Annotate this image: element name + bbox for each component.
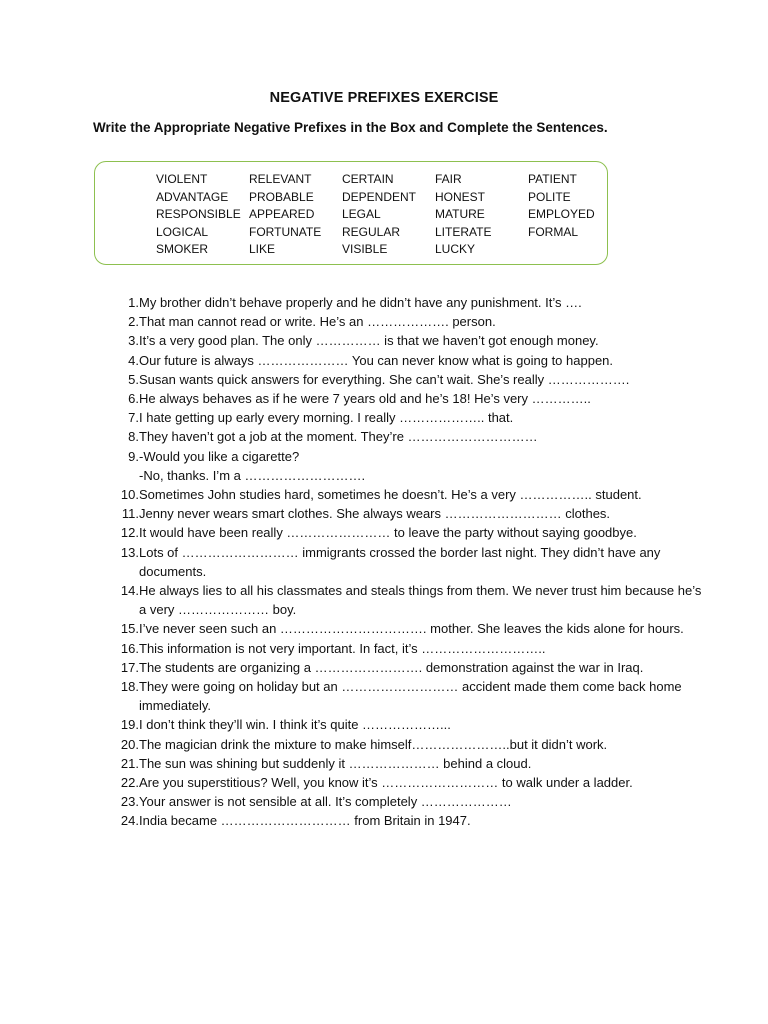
question-number: 5. <box>128 371 139 387</box>
question-item <box>110 639 710 658</box>
question-item <box>110 658 710 677</box>
question-text: He always behaves as if he were 7 years old and he’s 18! He’s very ………….. <box>139 391 591 407</box>
question-number-cell <box>110 792 139 811</box>
question-text: It’s a very good plan. The only …………… is that we haven’t got enough money. <box>139 333 599 349</box>
word-item: PROBABLE <box>249 189 314 204</box>
question-number: 14. <box>120 583 139 599</box>
word-item: LOGICAL <box>156 224 209 239</box>
question-item <box>110 427 710 446</box>
question-item <box>110 504 710 523</box>
question-item <box>110 485 710 504</box>
question-item <box>110 351 710 370</box>
word-item <box>528 242 621 260</box>
question-item <box>110 792 710 811</box>
question-number: 18. <box>120 679 139 695</box>
question-number-cell <box>110 715 139 734</box>
question-text: Susan wants quick answers for everything. She can’t wait. She’s really ………………. <box>139 371 630 387</box>
question-text: I’ve never seen such an ……………………………. mother. She leaves the kids alone for hours. <box>139 621 684 637</box>
word-grid <box>156 172 621 260</box>
word-item: LEGAL <box>342 207 381 221</box>
question-item <box>110 543 710 581</box>
question-number-cell <box>110 312 139 331</box>
word-item: LUCKY <box>435 242 476 256</box>
question-item <box>110 811 710 830</box>
page-title: NEGATIVE PREFIXES EXERCISE <box>269 90 499 106</box>
question-number-cell <box>110 543 139 562</box>
question-number-cell <box>110 331 139 350</box>
question-number: 20. <box>120 736 139 752</box>
question-item <box>110 735 710 754</box>
question-text: They haven’t got a job at the moment. They’re ………………………… <box>139 429 538 445</box>
question-text: Jenny never wears smart clothes. She always wears ……………………… clothes. <box>139 506 611 522</box>
question-item <box>110 523 710 542</box>
question-list <box>110 293 710 831</box>
question-number: 21. <box>120 755 139 771</box>
question-text: My brother didn’t behave properly and he didn’t have any punishment. It’s …. <box>139 295 582 310</box>
question-number-cell <box>110 754 139 773</box>
question-text: That man cannot read or write. He’s an ………………. person. <box>139 314 496 330</box>
question-number-cell <box>110 293 139 312</box>
question-number-cell <box>110 351 139 370</box>
question-number: 23. <box>120 794 139 810</box>
question-number-cell <box>110 735 139 754</box>
question-text: This information is not very important. In fact, it’s ……………………….. <box>139 640 546 656</box>
question-text: I don’t think they’ll win. I think it’s quite ………………... <box>139 717 451 733</box>
word-item: PATIENT <box>528 172 577 186</box>
question-item <box>110 677 710 715</box>
word-item: SMOKER <box>156 242 209 256</box>
instruction-text: Write the Appropriate Negative Prefixes in the Box and Complete the Sentences. <box>93 120 608 135</box>
question-text: They were going on holiday but an ……………………… accident made them come back home immediately. <box>139 679 682 714</box>
word-item: RELEVANT <box>249 172 312 186</box>
question-text: Sometimes John studies hard, sometimes he doesn’t. He’s a very …………….. student. <box>139 487 642 503</box>
question-text: Our future is always ………………… You can never know what is going to happen. <box>139 352 614 368</box>
word-item: EMPLOYED <box>528 207 595 221</box>
question-number-cell <box>110 619 139 638</box>
question-number: 2. <box>128 314 139 330</box>
word-item: REGULAR <box>342 224 401 239</box>
question-item <box>110 447 710 485</box>
question-number: 1. <box>128 295 139 310</box>
question-item <box>110 754 710 773</box>
question-number: 16. <box>120 640 139 656</box>
question-number: 19. <box>120 717 139 733</box>
question-number-cell <box>110 581 139 600</box>
question-number-cell <box>110 389 139 408</box>
word-box <box>94 161 608 265</box>
question-number-cell <box>110 504 139 523</box>
question-number: 24. <box>120 813 139 829</box>
question-number: 17. <box>120 659 139 675</box>
question-number: 10. <box>120 487 139 503</box>
word-item: APPEARED <box>249 207 315 221</box>
question-number: 6. <box>128 391 139 407</box>
question-number: 22. <box>120 775 139 791</box>
question-text: -Would you like a cigarette? -No, thanks. I’m a ………………………. <box>139 448 366 483</box>
word-item: CERTAIN <box>342 172 394 186</box>
question-text: It would have been really …………………… to leave the party without saying goodbye. <box>139 525 637 541</box>
question-item <box>110 581 710 619</box>
question-item <box>110 370 710 389</box>
question-item <box>110 331 710 350</box>
question-item <box>110 715 710 734</box>
question-text: Lots of ……………………… immigrants crossed the border last night. They didn’t have any documents. <box>139 544 661 579</box>
word-item: DEPENDENT <box>342 189 417 204</box>
question-item <box>110 773 710 792</box>
question-number: 9. <box>128 448 139 464</box>
question-number-cell <box>110 677 139 696</box>
question-text: Are you superstitious? Well, you know it’s ……………………… to walk under a ladder. <box>139 775 633 791</box>
question-number: 15. <box>120 621 139 637</box>
question-number: 12. <box>120 525 139 541</box>
question-number-cell <box>110 447 139 466</box>
question-number-cell <box>110 370 139 389</box>
question-item <box>110 389 710 408</box>
question-text: The magician drink the mixture to make himself…………………..but it didn’t work. <box>139 736 608 752</box>
word-item: ADVANTAGE <box>156 189 229 204</box>
word-item: VISIBLE <box>342 242 388 256</box>
question-number-cell <box>110 485 139 504</box>
question-number: 8. <box>128 429 139 445</box>
question-text: Your answer is not sensible at all. It’s completely ………………… <box>139 794 512 810</box>
question-text: India became ………………………… from Britain in 1947. <box>139 813 471 829</box>
question-number-cell <box>110 811 139 830</box>
question-number: 3. <box>128 333 139 349</box>
question-number-cell <box>110 658 139 677</box>
question-text: The students are organizing a ……………………. demonstration against the war in Iraq. <box>139 659 644 675</box>
question-text: I hate getting up early every morning. I really ……………….. that. <box>139 410 514 426</box>
word-item: POLITE <box>528 189 571 204</box>
question-number-cell <box>110 408 139 427</box>
word-item: RESPONSIBLE <box>156 207 241 221</box>
question-number-cell <box>110 427 139 446</box>
word-item: HONEST <box>435 189 486 204</box>
question-item <box>110 293 710 312</box>
word-item: LITERATE <box>435 224 492 239</box>
word-item: FORTUNATE <box>249 224 322 239</box>
word-item: LIKE <box>249 242 276 256</box>
question-item <box>110 619 710 638</box>
question-item <box>110 312 710 331</box>
word-item: FORMAL <box>528 224 579 239</box>
question-text: The sun was shining but suddenly it ………………… behind a cloud. <box>139 755 532 771</box>
question-number: 13. <box>120 544 139 560</box>
question-number-cell <box>110 773 139 792</box>
question-number-cell <box>110 523 139 542</box>
word-item: MATURE <box>435 207 485 221</box>
question-item <box>110 408 710 427</box>
word-item: FAIR <box>435 172 462 186</box>
question-number: 7. <box>128 410 139 426</box>
word-item: VIOLENT <box>156 172 208 186</box>
question-number: 4. <box>128 352 139 368</box>
question-number-cell <box>110 639 139 658</box>
question-text: He always lies to all his classmates and steals things from them. We never trust him because he’s a very ………………… boy. <box>139 583 702 618</box>
question-number: 11. <box>121 506 139 522</box>
